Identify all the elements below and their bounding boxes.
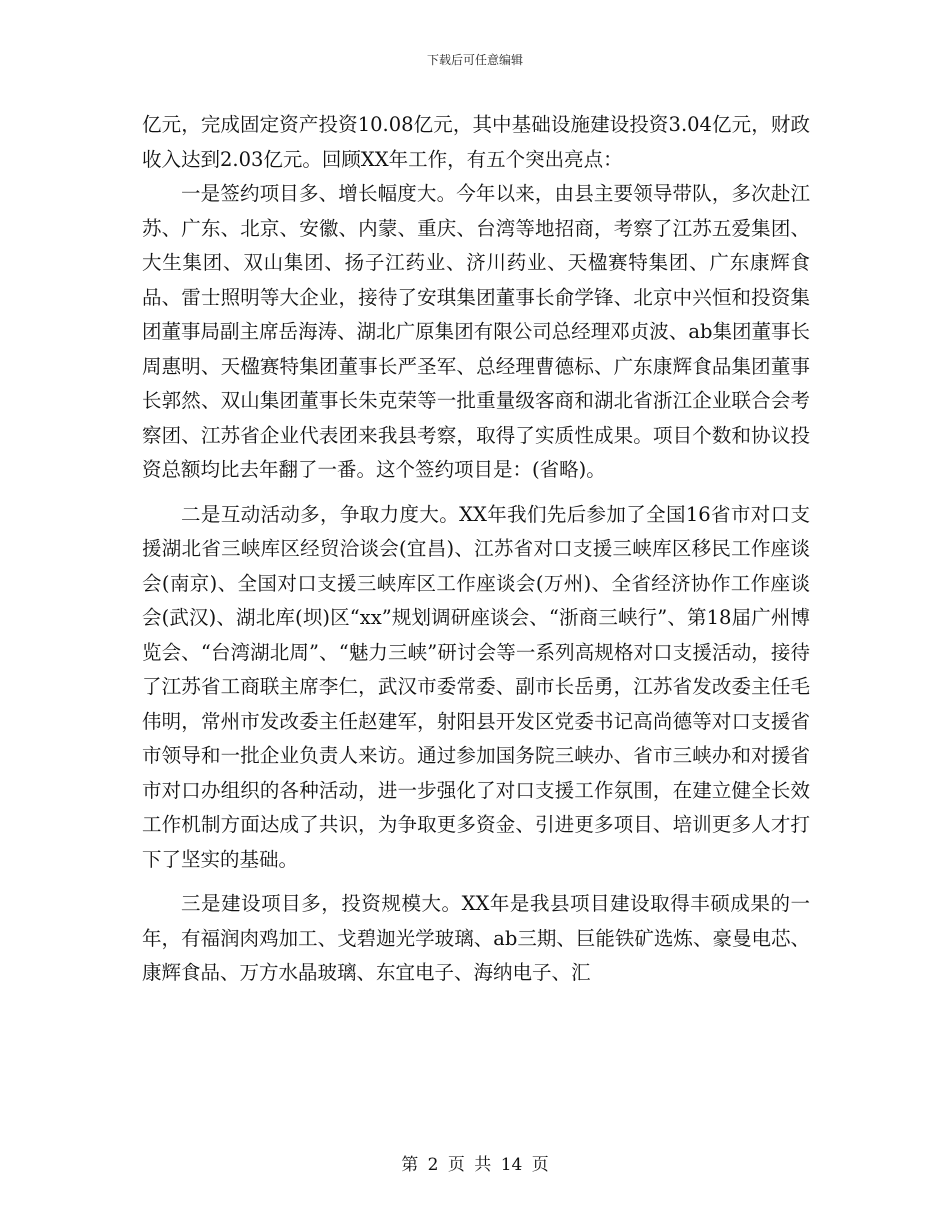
paragraph-signed-projects: 一是签约项目多、增长幅度大。今年以来，由县主要领导带队，多次赴江苏、广东、北京、安徽、内蒙、重庆、台湾等地招商，考察了江苏五爱集团、大生集团、双山集团、扬子江药业、济川药业、天楹赛特集团、广东康辉食品、雷士照明等大企业，接待了安琪集团董事长俞学锋、北京中兴恒和投资集团董事局副主席岳海涛、湖北广原集团有限公司总经理邓贞波、ab集团董事长周惠明、天楹赛特集团董事长严圣军、总经理曹德标、广东康辉食品集团董事长郭然、双山集团董事长朱克荣等一批重量级客商和湖北省浙江企业联合会考察团、江苏省企业代表团来我县考察，取得了实质性成果。项目个数和协议投资总额均比去年翻了一番。这个签约项目是：(省略)。 [142, 182, 810, 481]
page-header: 下载后可任意编辑 [426, 53, 523, 67]
paragraph-interactive-activities: 二是互动活动多，争取力度大。XX年我们先后参加了全国16省市对口支援湖北省三峡库区经贸洽谈会(宜昌)、江苏省对口支援三峡库区移民工作座谈会(南京)、全国对口支援三峡库区工作座谈会(万州)、全省经济协作工作座谈会(武汉)、湖北库(坝)区“xx”规划调研座谈会、“浙商三峡行”、第18届广州博览会、“台湾湖北周”、“魅力三峡”研讨会等一系列高规格对口支援活动，接待了江苏省工商联主席李仁，武汉市委常委、副市长岳勇，江苏省发改委主任毛伟明，常州市发改委主任赵建军，射阳县开发区党委书记高尚德等对口支援省市领导和一批企业负责人来访。通过参加国务院三峡办、省市三峡办和对援省市对口办组织的各种活动，进一步强化了对口支援工作氛围，在建立健全长效工作机制方面达成了共识，为争取更多资金、引进更多项目、培训更多人才打下了坚实的基础。 [142, 502, 810, 871]
page-footer: 第 2 页 共 14 页 [401, 1155, 549, 1175]
document-body [142, 108, 810, 991]
paragraph-construction-projects: 三是建设项目多，投资规模大。XX年是我县项目建设取得丰硕成果的一年，有福润肉鸡加工、戈碧迦光学玻璃、ab三期、巨能铁矿选炼、豪曼电芯、康辉食品、万方水晶玻璃、东宜电子、海纳电子、汇 [142, 892, 810, 984]
paragraph-continuation: 亿元，完成固定资产投资10.08亿元，其中基础设施建设投资3.04亿元，财政收入达到2.03亿元。回顾XX年工作，有五个突出亮点： [142, 113, 810, 171]
